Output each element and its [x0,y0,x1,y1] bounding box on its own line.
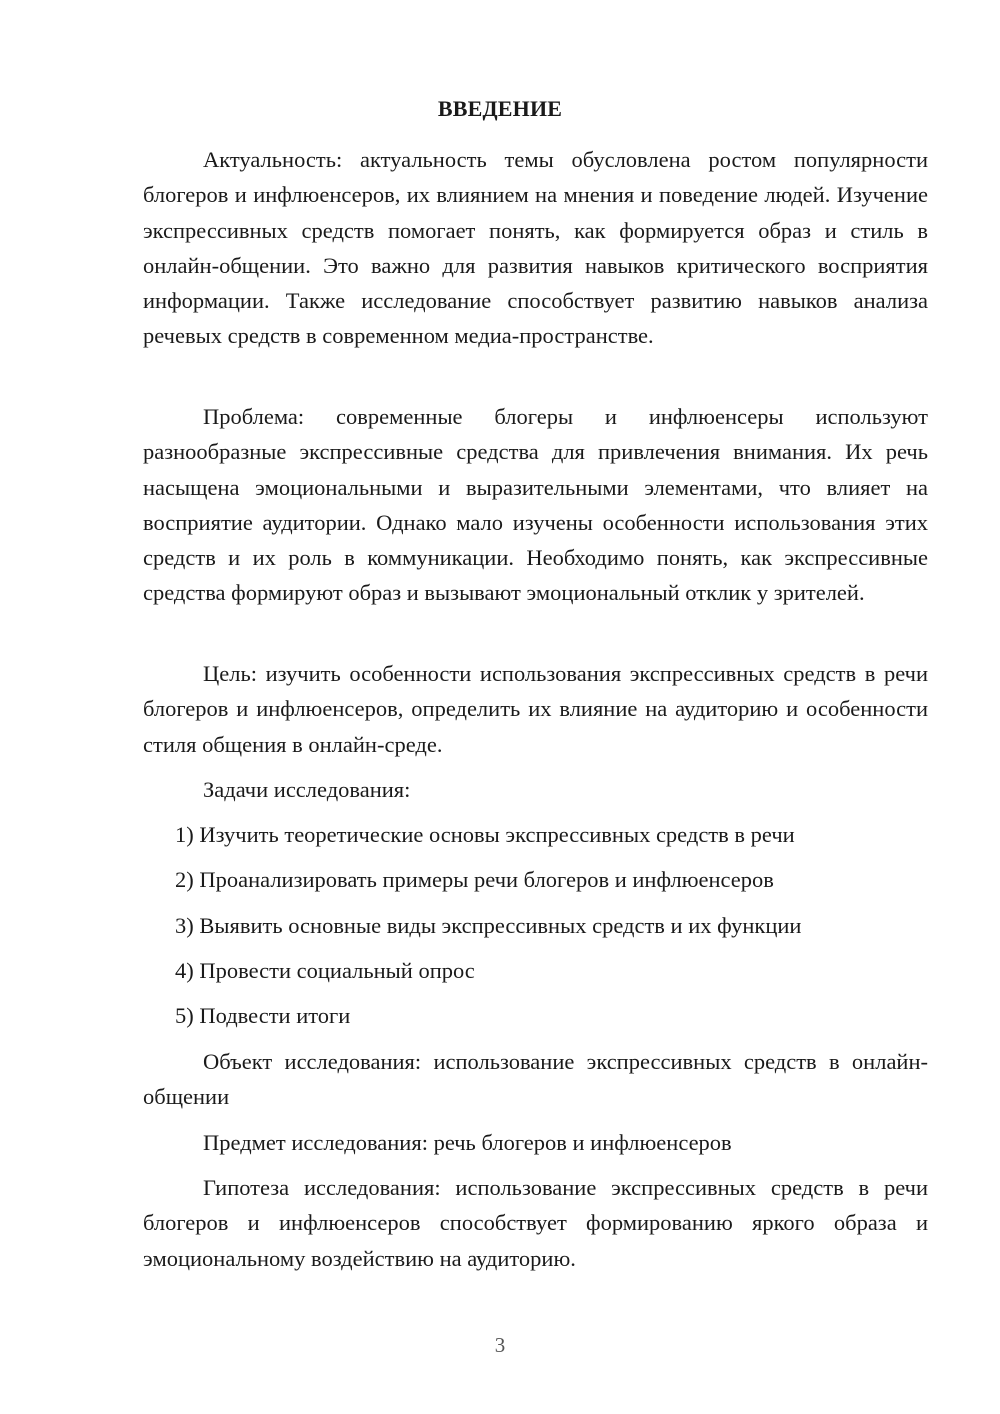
problem-paragraph: Проблема: современные блогеры и инфлюенсеры используют разнообразные экспрессивные средства для привлечения внимания. Их речь насыщена эмоциональными и выразительными элементами, что влияет на восприятие аудитории. Однако мало изучены особенности использования этих средств и их роль в коммуникации. Необходимо понять, как экспрессивные средства формируют образ и вызывают эмоциональный отклик у зрителей. [143,404,928,606]
hypothesis-paragraph: Гипотеза исследования: использование экспрессивных средств в речи блогеров и инфлюенсеров способствует формированию яркого образа и эмоциональному воздействию на аудиторию. [143,1175,928,1271]
task-item: 2) Проанализировать примеры речи блогеров и инфлюенсеров [175,867,774,892]
tasks-heading: Задачи исследования: [203,777,411,802]
goal-paragraph: Цель: изучить особенности использования экспрессивных средств в речи блогеров и инфлюенсеров, определить их влияние на аудиторию и особенности стиля общения в онлайн-среде. [143,661,928,757]
task-item: 5) Подвести итоги [175,1003,351,1028]
task-item: 3) Выявить основные виды экспрессивных средств и их функции [175,913,802,938]
object-paragraph: Объект исследования: использование экспрессивных средств в онлайн-общении [143,1049,928,1110]
task-item: 1) Изучить теоретические основы экспрессивных средств в речи [175,822,795,847]
relevance-paragraph: Актуальность: актуальность темы обусловлена ростом популярности блогеров и инфлюенсеров, их влиянием на мнения и поведение людей. Изучение экспрессивных средств помогает понять, как формируется образ и стиль в онлайн-общении. Это важно для развития навыков критического восприятия информации. Также исследование способствует развитию навыков анализа речевых средств в современном медиа-пространстве. [143,147,928,349]
subject-paragraph: Предмет исследования: речь блогеров и инфлюенсеров [203,1130,732,1155]
page-number: 3 [494,1333,506,1357]
page-title: ВВЕДЕНИЕ [437,96,563,121]
task-item: 4) Провести социальный опрос [175,958,475,983]
